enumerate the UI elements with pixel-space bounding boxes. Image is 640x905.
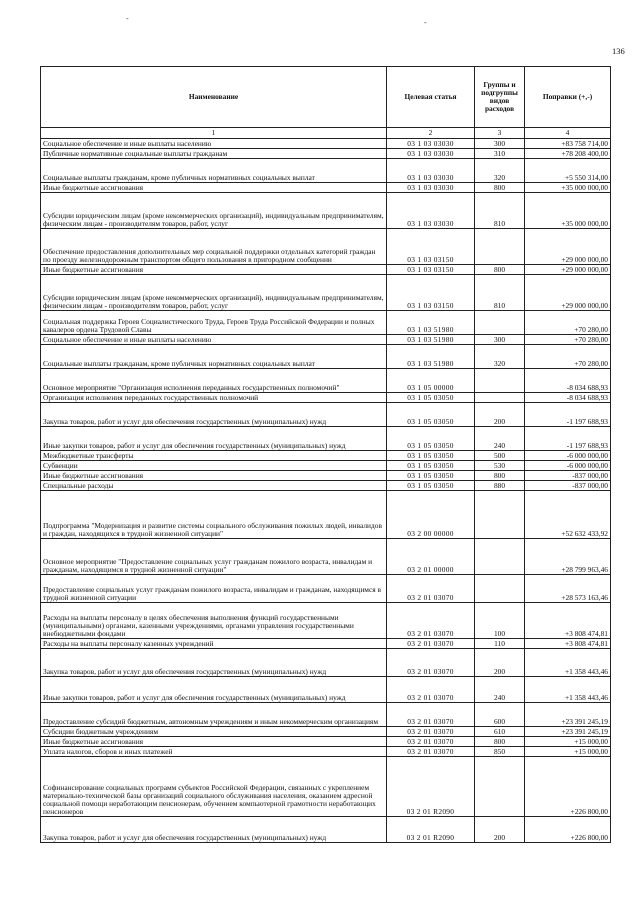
row-amend: +23 391 245,19: [525, 727, 611, 737]
row-group: 600: [475, 703, 525, 727]
row-name: Иные бюджетные ассигнования: [41, 265, 387, 275]
row-amend: -8 034 688,93: [525, 393, 611, 403]
row-target: 03 1 05 00000: [387, 369, 475, 393]
header-amend: Поправки (+,-): [525, 67, 611, 128]
table-row: [41, 461, 611, 471]
table-body: [41, 139, 611, 843]
row-name: Организация исполнения переданных государственных полномочий: [41, 393, 387, 403]
row-group: 320: [475, 159, 525, 183]
scan-mark-left: -: [126, 14, 129, 23]
row-amend: +5 550 314,00: [525, 159, 611, 183]
row-group: 100: [475, 603, 525, 639]
table-row: [41, 703, 611, 727]
row-amend: +15 000,00: [525, 747, 611, 757]
row-name: Основное мероприятие "Организация исполнения переданных государственных полномочий": [41, 369, 387, 393]
row-name: Иные бюджетные ассигнования: [41, 183, 387, 193]
table-row: [41, 159, 611, 183]
row-amend: +29 000 000,00: [525, 229, 611, 265]
row-target: 03 1 03 03030: [387, 159, 475, 183]
row-target: 03 2 01 03070: [387, 649, 475, 677]
table-row: [41, 737, 611, 747]
row-amend: -1 197 688,93: [525, 403, 611, 427]
row-group: 110: [475, 639, 525, 649]
row-target: 03 1 03 51980: [387, 335, 475, 345]
row-name: Иные закупки товаров, работ и услуг для обеспечения государственных (муниципальных) нужд: [41, 427, 387, 451]
row-group: [475, 491, 525, 539]
row-amend: +226 800,00: [525, 817, 611, 843]
row-name: Закупка товаров, работ и услуг для обеспечения государственных (муниципальных) нужд: [41, 817, 387, 843]
table-row: [41, 747, 611, 757]
row-group: 530: [475, 461, 525, 471]
row-target: 03 2 01 03070: [387, 737, 475, 747]
row-group: [475, 393, 525, 403]
row-name: Межбюджетные трансферты: [41, 451, 387, 461]
header-target: Целевая статья: [387, 67, 475, 128]
row-group: 810: [475, 275, 525, 311]
header-name: Наименование: [41, 67, 387, 128]
row-target: 03 1 05 03050: [387, 481, 475, 491]
table-row: [41, 265, 611, 275]
table-row: [41, 481, 611, 491]
row-group: 300: [475, 335, 525, 345]
row-target: 03 1 05 03050: [387, 403, 475, 427]
row-group: [475, 539, 525, 575]
row-target: 03 2 01 03070: [387, 747, 475, 757]
table-row: [41, 757, 611, 817]
table-row: [41, 649, 611, 677]
row-group: [475, 229, 525, 265]
row-amend: -6 000 000,00: [525, 451, 611, 461]
table-row: [41, 471, 611, 481]
row-target: 03 1 05 03050: [387, 461, 475, 471]
row-group: [475, 369, 525, 393]
row-name: Социальные выплаты гражданам, кроме публичных нормативных социальных выплат: [41, 345, 387, 369]
row-target: 03 1 03 03030: [387, 193, 475, 229]
header-row: [41, 67, 611, 128]
row-group: 850: [475, 747, 525, 757]
row-target: 03 1 03 03150: [387, 265, 475, 275]
row-target: 03 1 05 03050: [387, 471, 475, 481]
row-amend: +70 280,00: [525, 345, 611, 369]
row-name: Субвенции: [41, 461, 387, 471]
table-row: [41, 369, 611, 393]
table-row: [41, 183, 611, 193]
row-amend: +226 800,00: [525, 757, 611, 817]
header-group: Группы и подгруппы видов расходов: [475, 67, 525, 128]
table-row: [41, 727, 611, 737]
row-amend: -837 000,00: [525, 471, 611, 481]
budget-amendments-table: [40, 66, 611, 843]
row-group: 810: [475, 193, 525, 229]
row-name: Социальное обеспечение и иные выплаты населению: [41, 335, 387, 345]
row-amend: -1 197 688,93: [525, 427, 611, 451]
row-name: Закупка товаров, работ и услуг для обеспечения государственных (муниципальных) нужд: [41, 649, 387, 677]
row-name: Закупка товаров, работ и услуг для обеспечения государственных (муниципальных) нужд: [41, 403, 387, 427]
row-amend: +28 799 963,46: [525, 539, 611, 575]
row-group: 200: [475, 403, 525, 427]
table-row: [41, 311, 611, 335]
row-group: [475, 575, 525, 603]
row-group: 800: [475, 265, 525, 275]
row-amend: +29 000 000,00: [525, 275, 611, 311]
row-amend: +3 808 474,81: [525, 639, 611, 649]
table-row: [41, 491, 611, 539]
row-amend: +23 391 245,19: [525, 703, 611, 727]
table-row: [41, 229, 611, 265]
row-target: 03 2 01 03070: [387, 603, 475, 639]
row-target: 03 1 03 03150: [387, 275, 475, 311]
row-amend: +78 208 400,00: [525, 149, 611, 159]
row-target: 03 1 05 03050: [387, 427, 475, 451]
row-name: Иные бюджетные ассигнования: [41, 737, 387, 747]
column-number-row: [41, 128, 611, 139]
row-name: Обеспечение предоставления дополнительных мер социальной поддержки отдельных категорий граждан по проезду железнодорожным транспортом общего пользования в пригородном сообщении: [41, 229, 387, 265]
row-amend: +70 280,00: [525, 335, 611, 345]
row-name: Субсидии бюджетным учреждениям: [41, 727, 387, 737]
col-number-3: 3: [475, 128, 525, 139]
row-name: Расходы на выплаты персоналу в целях обеспечения выполнения функций государственными (муниципальными) органами, казенными учреждениями, органами управления государственными внебюджетными фондами: [41, 603, 387, 639]
row-target: 03 2 01 R2090: [387, 757, 475, 817]
row-name: Предоставление субсидий бюджетным, автономным учреждениям и иным некоммерческим организациям: [41, 703, 387, 727]
row-target: 03 2 01 R2090: [387, 817, 475, 843]
row-target: 03 2 01 03070: [387, 677, 475, 703]
row-name: Публичные нормативные социальные выплаты гражданам: [41, 149, 387, 159]
table-row: [41, 427, 611, 451]
row-name: Социальное обеспечение и иные выплаты населению: [41, 139, 387, 149]
row-group: 300: [475, 139, 525, 149]
row-target: 03 2 00 00000: [387, 491, 475, 539]
row-group: 310: [475, 149, 525, 159]
table-row: [41, 575, 611, 603]
row-target: 03 1 03 51980: [387, 311, 475, 335]
row-target: 03 1 03 51980: [387, 345, 475, 369]
row-group: 800: [475, 183, 525, 193]
row-amend: -8 034 688,93: [525, 369, 611, 393]
row-name: Социальные выплаты гражданам, кроме публичных нормативных социальных выплат: [41, 159, 387, 183]
table-row: [41, 603, 611, 639]
row-amend: -837 000,00: [525, 481, 611, 491]
row-name: Специальные расходы: [41, 481, 387, 491]
row-name: Основное мероприятие "Предоставление социальных услуг гражданам пожилого возраста, инвалидам и гражданам, находящимся в трудной жизненной ситуации": [41, 539, 387, 575]
table-row: [41, 639, 611, 649]
col-number-1: 1: [41, 128, 387, 139]
row-group: 800: [475, 471, 525, 481]
table-row: [41, 149, 611, 159]
row-group: [475, 757, 525, 817]
row-group: 240: [475, 677, 525, 703]
row-name: Подпрограмма "Модернизация и развитие системы социального обслуживания пожилых людей, инвалидов и граждан, находящихся в трудной жизненной ситуации": [41, 491, 387, 539]
row-group: 240: [475, 427, 525, 451]
row-target: 03 1 03 03030: [387, 139, 475, 149]
row-group: [475, 311, 525, 335]
row-group: 500: [475, 451, 525, 461]
row-name: Субсидии юридическим лицам (кроме некоммерческих организаций), индивидуальным предпринимателям, физическим лицам - производителям товаров, работ, услуг: [41, 275, 387, 311]
row-name: Уплата налогов, сборов и иных платежей: [41, 747, 387, 757]
row-target: 03 2 01 03070: [387, 703, 475, 727]
row-amend: +28 573 163,46: [525, 575, 611, 603]
table-row: [41, 335, 611, 345]
row-group: 880: [475, 481, 525, 491]
row-name: Иные бюджетные ассигнования: [41, 471, 387, 481]
row-amend: +52 632 433,92: [525, 491, 611, 539]
row-target: 03 1 03 03030: [387, 149, 475, 159]
row-target: 03 2 01 03070: [387, 727, 475, 737]
col-number-2: 2: [387, 128, 475, 139]
row-name: Социальная поддержка Героев Социалистического Труда, Героев Труда Российской Федерации и полных кавалеров ордена Трудовой Славы: [41, 311, 387, 335]
scan-mark-right: -: [424, 18, 427, 27]
row-group: 200: [475, 817, 525, 843]
row-amend: +15 000,00: [525, 737, 611, 747]
row-name: Предоставление социальных услуг гражданам пожилого возраста, инвалидам и гражданам, находящимся в трудной жизненной ситуации: [41, 575, 387, 603]
row-name: Иные закупки товаров, работ и услуг для обеспечения государственных (муниципальных) нужд: [41, 677, 387, 703]
row-group: 800: [475, 737, 525, 747]
row-target: 03 1 03 03150: [387, 229, 475, 265]
row-target: 03 1 03 03030: [387, 183, 475, 193]
table-row: [41, 403, 611, 427]
table-row: [41, 677, 611, 703]
row-target: 03 1 05 03050: [387, 393, 475, 403]
row-amend: +70 280,00: [525, 311, 611, 335]
row-name: Субсидии юридическим лицам (кроме некоммерческих организаций), индивидуальным предпринимателям, физическим лицам - производителям товаров, работ, услуг: [41, 193, 387, 229]
row-name: Расходы на выплаты персоналу казенных учреждений: [41, 639, 387, 649]
row-target: 03 2 01 00000: [387, 539, 475, 575]
row-amend: +1 358 443,46: [525, 677, 611, 703]
row-target: 03 1 05 03050: [387, 451, 475, 461]
row-name: Софинансирование социальных программ субъектов Российской Федерации, связанных с укреплением материально-технической базы организаций социального обслуживания населения, оказанием адресной социальной помощи неработающим пенсионерам, обучением компьютерной грамотности неработающих пенсионеров: [41, 757, 387, 817]
row-target: 03 2 01 03070: [387, 575, 475, 603]
table-row: [41, 539, 611, 575]
row-amend: +29 000 000,00: [525, 265, 611, 275]
row-target: 03 2 01 03070: [387, 639, 475, 649]
row-amend: +3 808 474,81: [525, 603, 611, 639]
row-group: 200: [475, 649, 525, 677]
page-number: 136: [612, 46, 625, 56]
col-number-4: 4: [525, 128, 611, 139]
table-row: [41, 451, 611, 461]
row-amend: -6 000 000,00: [525, 461, 611, 471]
table-row: [41, 139, 611, 149]
table-row: [41, 193, 611, 229]
table-row: [41, 817, 611, 843]
table-row: [41, 275, 611, 311]
row-amend: +35 000 000,00: [525, 193, 611, 229]
row-group: 610: [475, 727, 525, 737]
row-amend: +35 000 000,00: [525, 183, 611, 193]
row-amend: +83 758 714,00: [525, 139, 611, 149]
row-group: 320: [475, 345, 525, 369]
table-row: [41, 393, 611, 403]
row-amend: +1 358 443,46: [525, 649, 611, 677]
table-row: [41, 345, 611, 369]
